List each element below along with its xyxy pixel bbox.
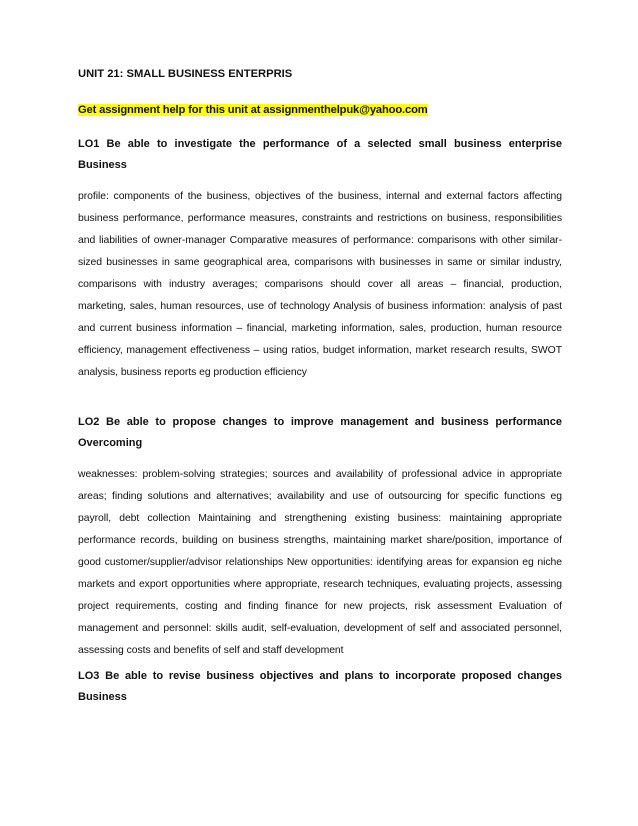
lo3-heading: LO3 Be able to revise business objectives and plans to incorporate proposed changes Business	[78, 670, 562, 703]
lo1-body: profile: components of the business, objectives of the business, internal and external factors affecting business performance, performance measures, constraints and restrictions on business, responsibilities and liabilities of owner-manager Comparative measures of performance: comparisons with other similar-sized businesses in same geographical area, comparisons with businesses in same or similar industry, comparisons with industry averages; comparisons should cover all areas – financial, production, marketing, sales, human resources, use of technology Analysis of business information: analysis of past and current business information – financial, marketing information, sales, production, human resource efficiency, management effectiveness – using ratios, budget information, market research results, SWOT analysis, business reports eg production efficiency	[78, 191, 562, 378]
unit-title: UNIT 21: SMALL BUSINESS ENTERPRIS	[78, 68, 293, 80]
assignment-help-line	[78, 100, 562, 119]
lo2-heading: LO2 Be able to propose changes to improve management and business performance Overcoming	[78, 416, 562, 449]
document-content	[78, 66, 562, 718]
lo1-heading: LO1 Be able to investigate the performance of a selected small business enterprise Business	[78, 138, 562, 171]
section-spacer	[78, 384, 562, 412]
lo2-body: weaknesses: problem-solving strategies; sources and availability of professional advice in appropriate areas; finding solutions and alternatives; availability and use of outsourcing for specific functions eg payroll, debt collection Maintaining and strengthening existing business: maintaining appropriate performance records, building on business strengths, maintaining market share/position, importance of good customer/supplier/advisor relationships New opportunities: identifying areas for expansion eg niche markets and export opportunities where appropriate, research techniques, evaluating projects, assessing project requirements, costing and finding finance for new projects, risk assessment Evaluation of management and personnel: skills audit, self-evaluation, development of self and associated personnel, assessing costs and benefits of self and staff development	[78, 469, 562, 656]
assignment-help-highlight: Get assignment help for this unit at assignmenthelpuk@yahoo.com	[78, 104, 428, 116]
